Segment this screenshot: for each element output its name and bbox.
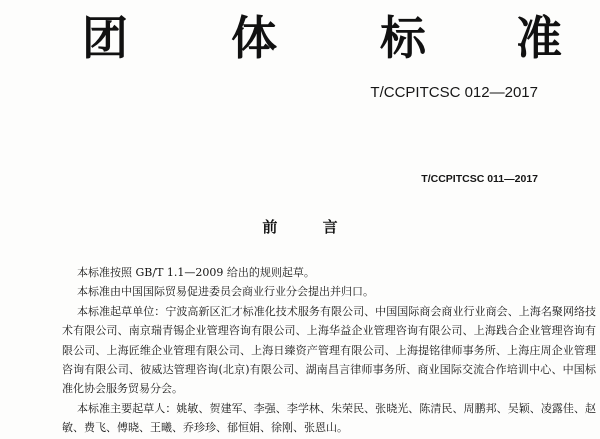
page-header-document-number: T/CCPITCSC 011—2017 <box>421 173 538 185</box>
foreword-paragraph-drafters: 本标准主要起草人：姚敏、贺建军、李强、李学林、朱荣民、张晓光、陈清民、周鹏邦、吴颖、凌露佳、赵敏、费飞、傅晓、王曦、乔珍珍、郁恒娟、徐刚、张恩山。 <box>62 401 596 435</box>
foreword-paragraph-drafting-rules: 本标准按照 GB/T 1.1—2009 给出的规则起草。 <box>77 266 315 279</box>
foreword-heading: 前 言 <box>262 218 358 236</box>
foreword-paragraph-proposer: 本标准由中国国际贸易促进委员会商业行业分会提出并归口。 <box>77 285 374 299</box>
title-char: 标 <box>380 11 426 65</box>
title-char: 准 <box>516 11 562 65</box>
group-standard-title <box>40 6 580 70</box>
foreword-paragraph-drafting-units: 本标准起草单位：宁波高新区汇才标准化技术服务有限公司、中国国际商会商业行业商会、上海名聚网络技术有限公司、南京瑞青锡企业管理咨询有限公司、上海华益企业管理咨询有限公司、上海践合企业管理咨询有限公司、上海匠维企业管理有限公司、上海日臻资产管理有限公司、上海提铭律师事务所、上海庄周企业管理咨询有限公司、彼威达管理咨询(北京)有限公司、湖南昌言律师事务所、商业国际交流合作培训中心、中国标准化协会服务贸易分会。 <box>62 304 596 396</box>
title-char: 团 <box>82 11 128 65</box>
document-number: T/CCPITCSC 012—2017 <box>370 84 538 101</box>
title-char: 体 <box>231 11 277 65</box>
foreword-body <box>62 263 596 438</box>
